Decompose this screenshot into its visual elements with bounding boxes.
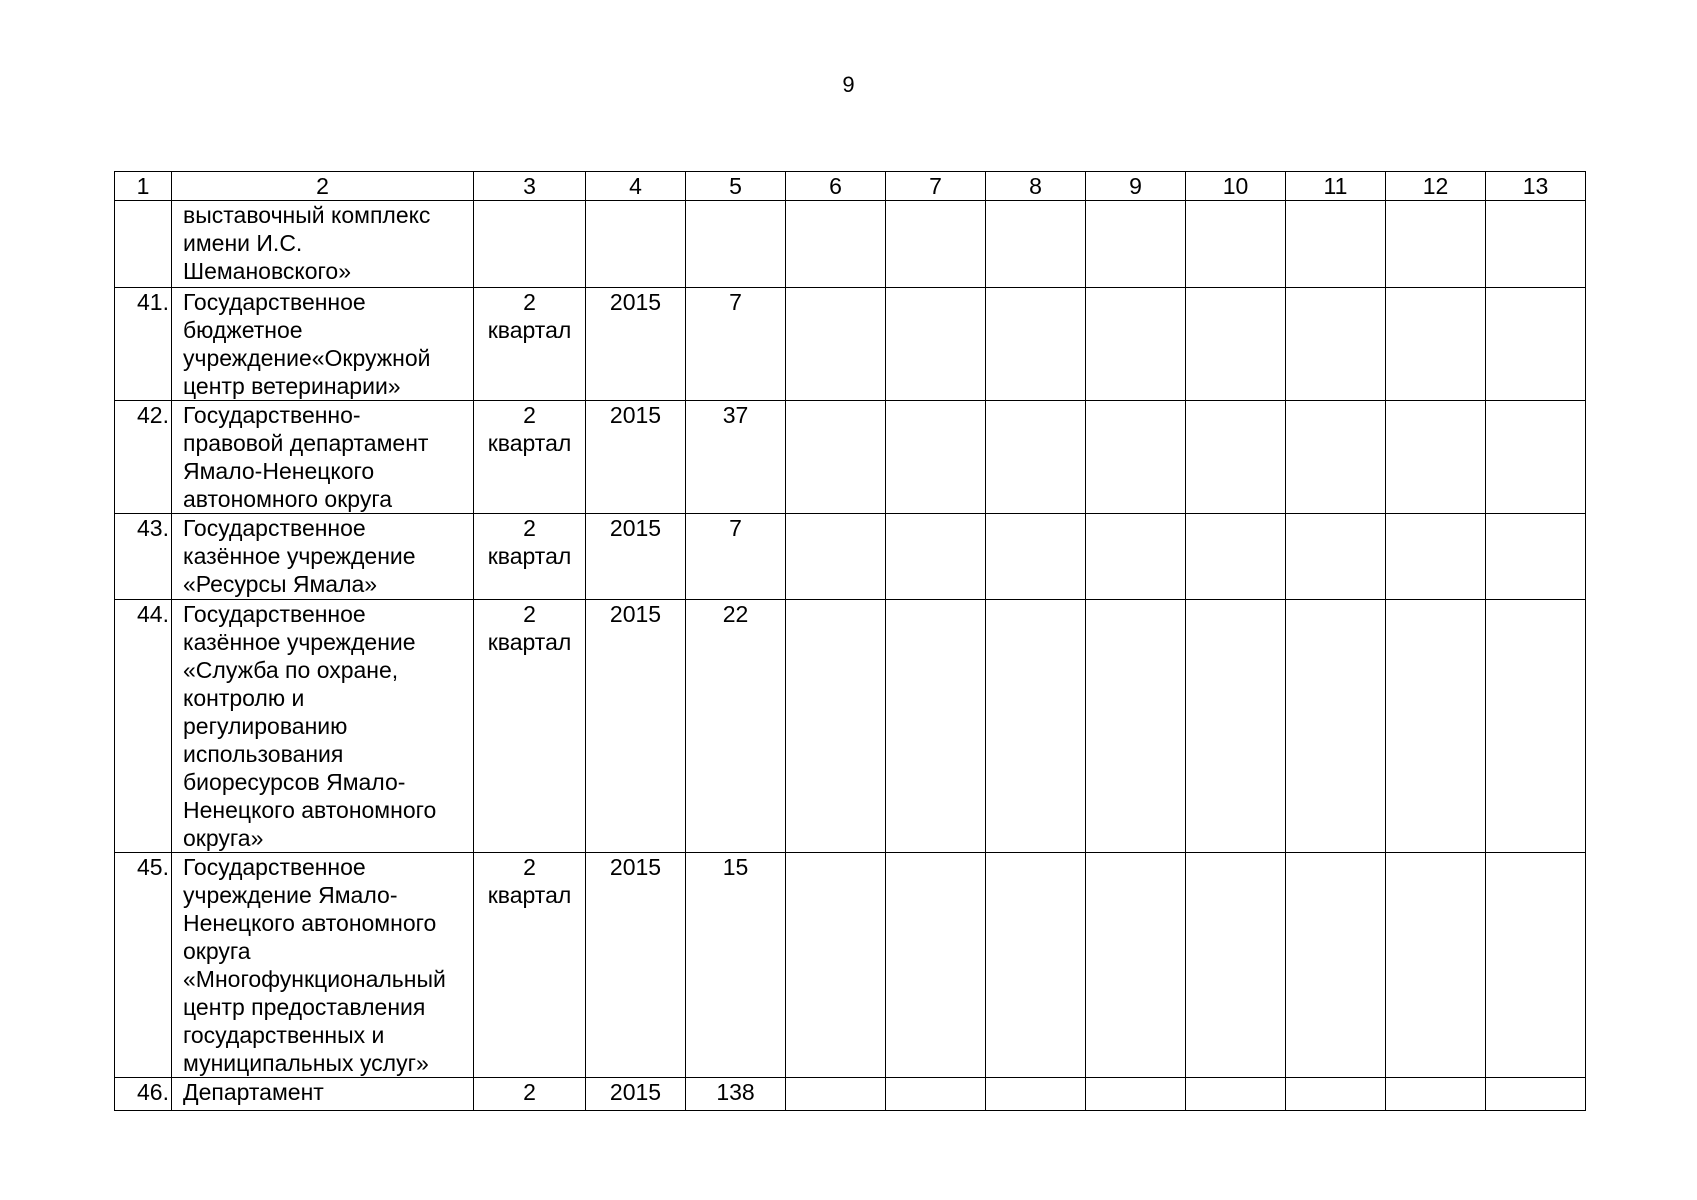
- table-row: [115, 1078, 1586, 1111]
- empty-cell: [786, 600, 886, 853]
- year-cell: 2015: [586, 853, 686, 1078]
- empty-cell: [986, 201, 1086, 288]
- page-number: 9: [842, 72, 855, 97]
- year-cell: 2015: [586, 600, 686, 853]
- count-cell: 138: [686, 1078, 786, 1111]
- empty-cell: [1386, 1078, 1486, 1111]
- count-cell: [686, 201, 786, 288]
- empty-cell: [1486, 600, 1586, 853]
- empty-cell: [1086, 600, 1186, 853]
- empty-cell: [1386, 853, 1486, 1078]
- header-cell: 1: [115, 172, 172, 201]
- empty-cell: [986, 514, 1086, 600]
- empty-cell: [1486, 201, 1586, 288]
- empty-cell: [1086, 853, 1186, 1078]
- row-number: [115, 201, 172, 288]
- row-number: 45.: [115, 853, 172, 1078]
- empty-cell: [1186, 600, 1286, 853]
- empty-cell: [786, 853, 886, 1078]
- empty-cell: [886, 201, 986, 288]
- empty-cell: [1186, 514, 1286, 600]
- term-cell: 2 квартал: [474, 600, 586, 853]
- empty-cell: [1186, 201, 1286, 288]
- header-cell: 11: [1286, 172, 1386, 201]
- row-number: 43.: [115, 514, 172, 600]
- table-row: [115, 401, 1586, 514]
- row-number: 44.: [115, 600, 172, 853]
- term-cell: 2 квартал: [474, 288, 586, 401]
- year-cell: 2015: [586, 288, 686, 401]
- table-row: [115, 600, 1586, 853]
- empty-cell: [1286, 1078, 1386, 1111]
- header-cell: 8: [986, 172, 1086, 201]
- empty-cell: [986, 401, 1086, 514]
- empty-cell: [786, 288, 886, 401]
- empty-cell: [1486, 1078, 1586, 1111]
- empty-cell: [1186, 853, 1286, 1078]
- header-cell: 5: [686, 172, 786, 201]
- empty-cell: [786, 514, 886, 600]
- empty-cell: [986, 600, 1086, 853]
- empty-cell: [1386, 514, 1486, 600]
- empty-cell: [1086, 201, 1186, 288]
- header-cell: 9: [1086, 172, 1186, 201]
- empty-cell: [1086, 401, 1186, 514]
- empty-cell: [1486, 288, 1586, 401]
- year-cell: [586, 201, 686, 288]
- empty-cell: [1186, 401, 1286, 514]
- empty-cell: [786, 401, 886, 514]
- empty-cell: [886, 288, 986, 401]
- header-cell: 12: [1386, 172, 1486, 201]
- empty-cell: [1486, 514, 1586, 600]
- empty-cell: [1086, 1078, 1186, 1111]
- organization-name: Государственное учреждение Ямало- Ненецкого автономного округа «Многофункциональный центр предоставления государственных и муниципальных услуг»: [172, 853, 474, 1078]
- header-cell: 6: [786, 172, 886, 201]
- empty-cell: [1286, 600, 1386, 853]
- term-cell: [474, 201, 586, 288]
- count-cell: 22: [686, 600, 786, 853]
- empty-cell: [1386, 288, 1486, 401]
- empty-cell: [886, 600, 986, 853]
- table-row: [115, 853, 1586, 1078]
- empty-cell: [1186, 288, 1286, 401]
- empty-cell: [886, 401, 986, 514]
- term-cell: 2 квартал: [474, 401, 586, 514]
- term-cell: 2 квартал: [474, 853, 586, 1078]
- header-cell: 2: [172, 172, 474, 201]
- data-table: [114, 171, 1586, 1111]
- empty-cell: [986, 1078, 1086, 1111]
- organization-name: Государственное бюджетное учреждение«Окружной центр ветеринарии»: [172, 288, 474, 401]
- row-number: 46.: [115, 1078, 172, 1111]
- year-cell: 2015: [586, 1078, 686, 1111]
- count-cell: 7: [686, 288, 786, 401]
- year-cell: 2015: [586, 401, 686, 514]
- empty-cell: [1286, 201, 1386, 288]
- empty-cell: [1286, 288, 1386, 401]
- table-row: [115, 288, 1586, 401]
- count-cell: 15: [686, 853, 786, 1078]
- header-cell: 13: [1486, 172, 1586, 201]
- header-cell: 3: [474, 172, 586, 201]
- empty-cell: [1386, 600, 1486, 853]
- empty-cell: [1286, 853, 1386, 1078]
- organization-name: Государственное казённое учреждение «Ресурсы Ямала»: [172, 514, 474, 600]
- empty-cell: [1486, 401, 1586, 514]
- empty-cell: [1486, 853, 1586, 1078]
- organization-name: выставочный комплекс имени И.С. Шемановского»: [172, 201, 474, 288]
- header-cell: 10: [1186, 172, 1286, 201]
- empty-cell: [1086, 288, 1186, 401]
- row-number: 41.: [115, 288, 172, 401]
- empty-cell: [1286, 401, 1386, 514]
- empty-cell: [1186, 1078, 1286, 1111]
- organization-name: Государственное казённое учреждение «Служба по охране, контролю и регулированию использования биоресурсов Ямало- Ненецкого автономного округа»: [172, 600, 474, 853]
- count-cell: 37: [686, 401, 786, 514]
- empty-cell: [986, 288, 1086, 401]
- year-cell: 2015: [586, 514, 686, 600]
- empty-cell: [1386, 401, 1486, 514]
- term-cell: 2: [474, 1078, 586, 1111]
- header-row: [115, 172, 1586, 201]
- organization-name: Департамент: [172, 1078, 474, 1111]
- empty-cell: [1086, 514, 1186, 600]
- table-row: [115, 201, 1586, 288]
- empty-cell: [786, 1078, 886, 1111]
- organization-name: Государственно- правовой департамент Ямало-Ненецкого автономного округа: [172, 401, 474, 514]
- empty-cell: [886, 853, 986, 1078]
- header-cell: 4: [586, 172, 686, 201]
- empty-cell: [1286, 514, 1386, 600]
- table-row: [115, 514, 1586, 600]
- empty-cell: [1386, 201, 1486, 288]
- empty-cell: [986, 853, 1086, 1078]
- empty-cell: [886, 1078, 986, 1111]
- count-cell: 7: [686, 514, 786, 600]
- empty-cell: [786, 201, 886, 288]
- row-number: 42.: [115, 401, 172, 514]
- term-cell: 2 квартал: [474, 514, 586, 600]
- empty-cell: [886, 514, 986, 600]
- header-cell: 7: [886, 172, 986, 201]
